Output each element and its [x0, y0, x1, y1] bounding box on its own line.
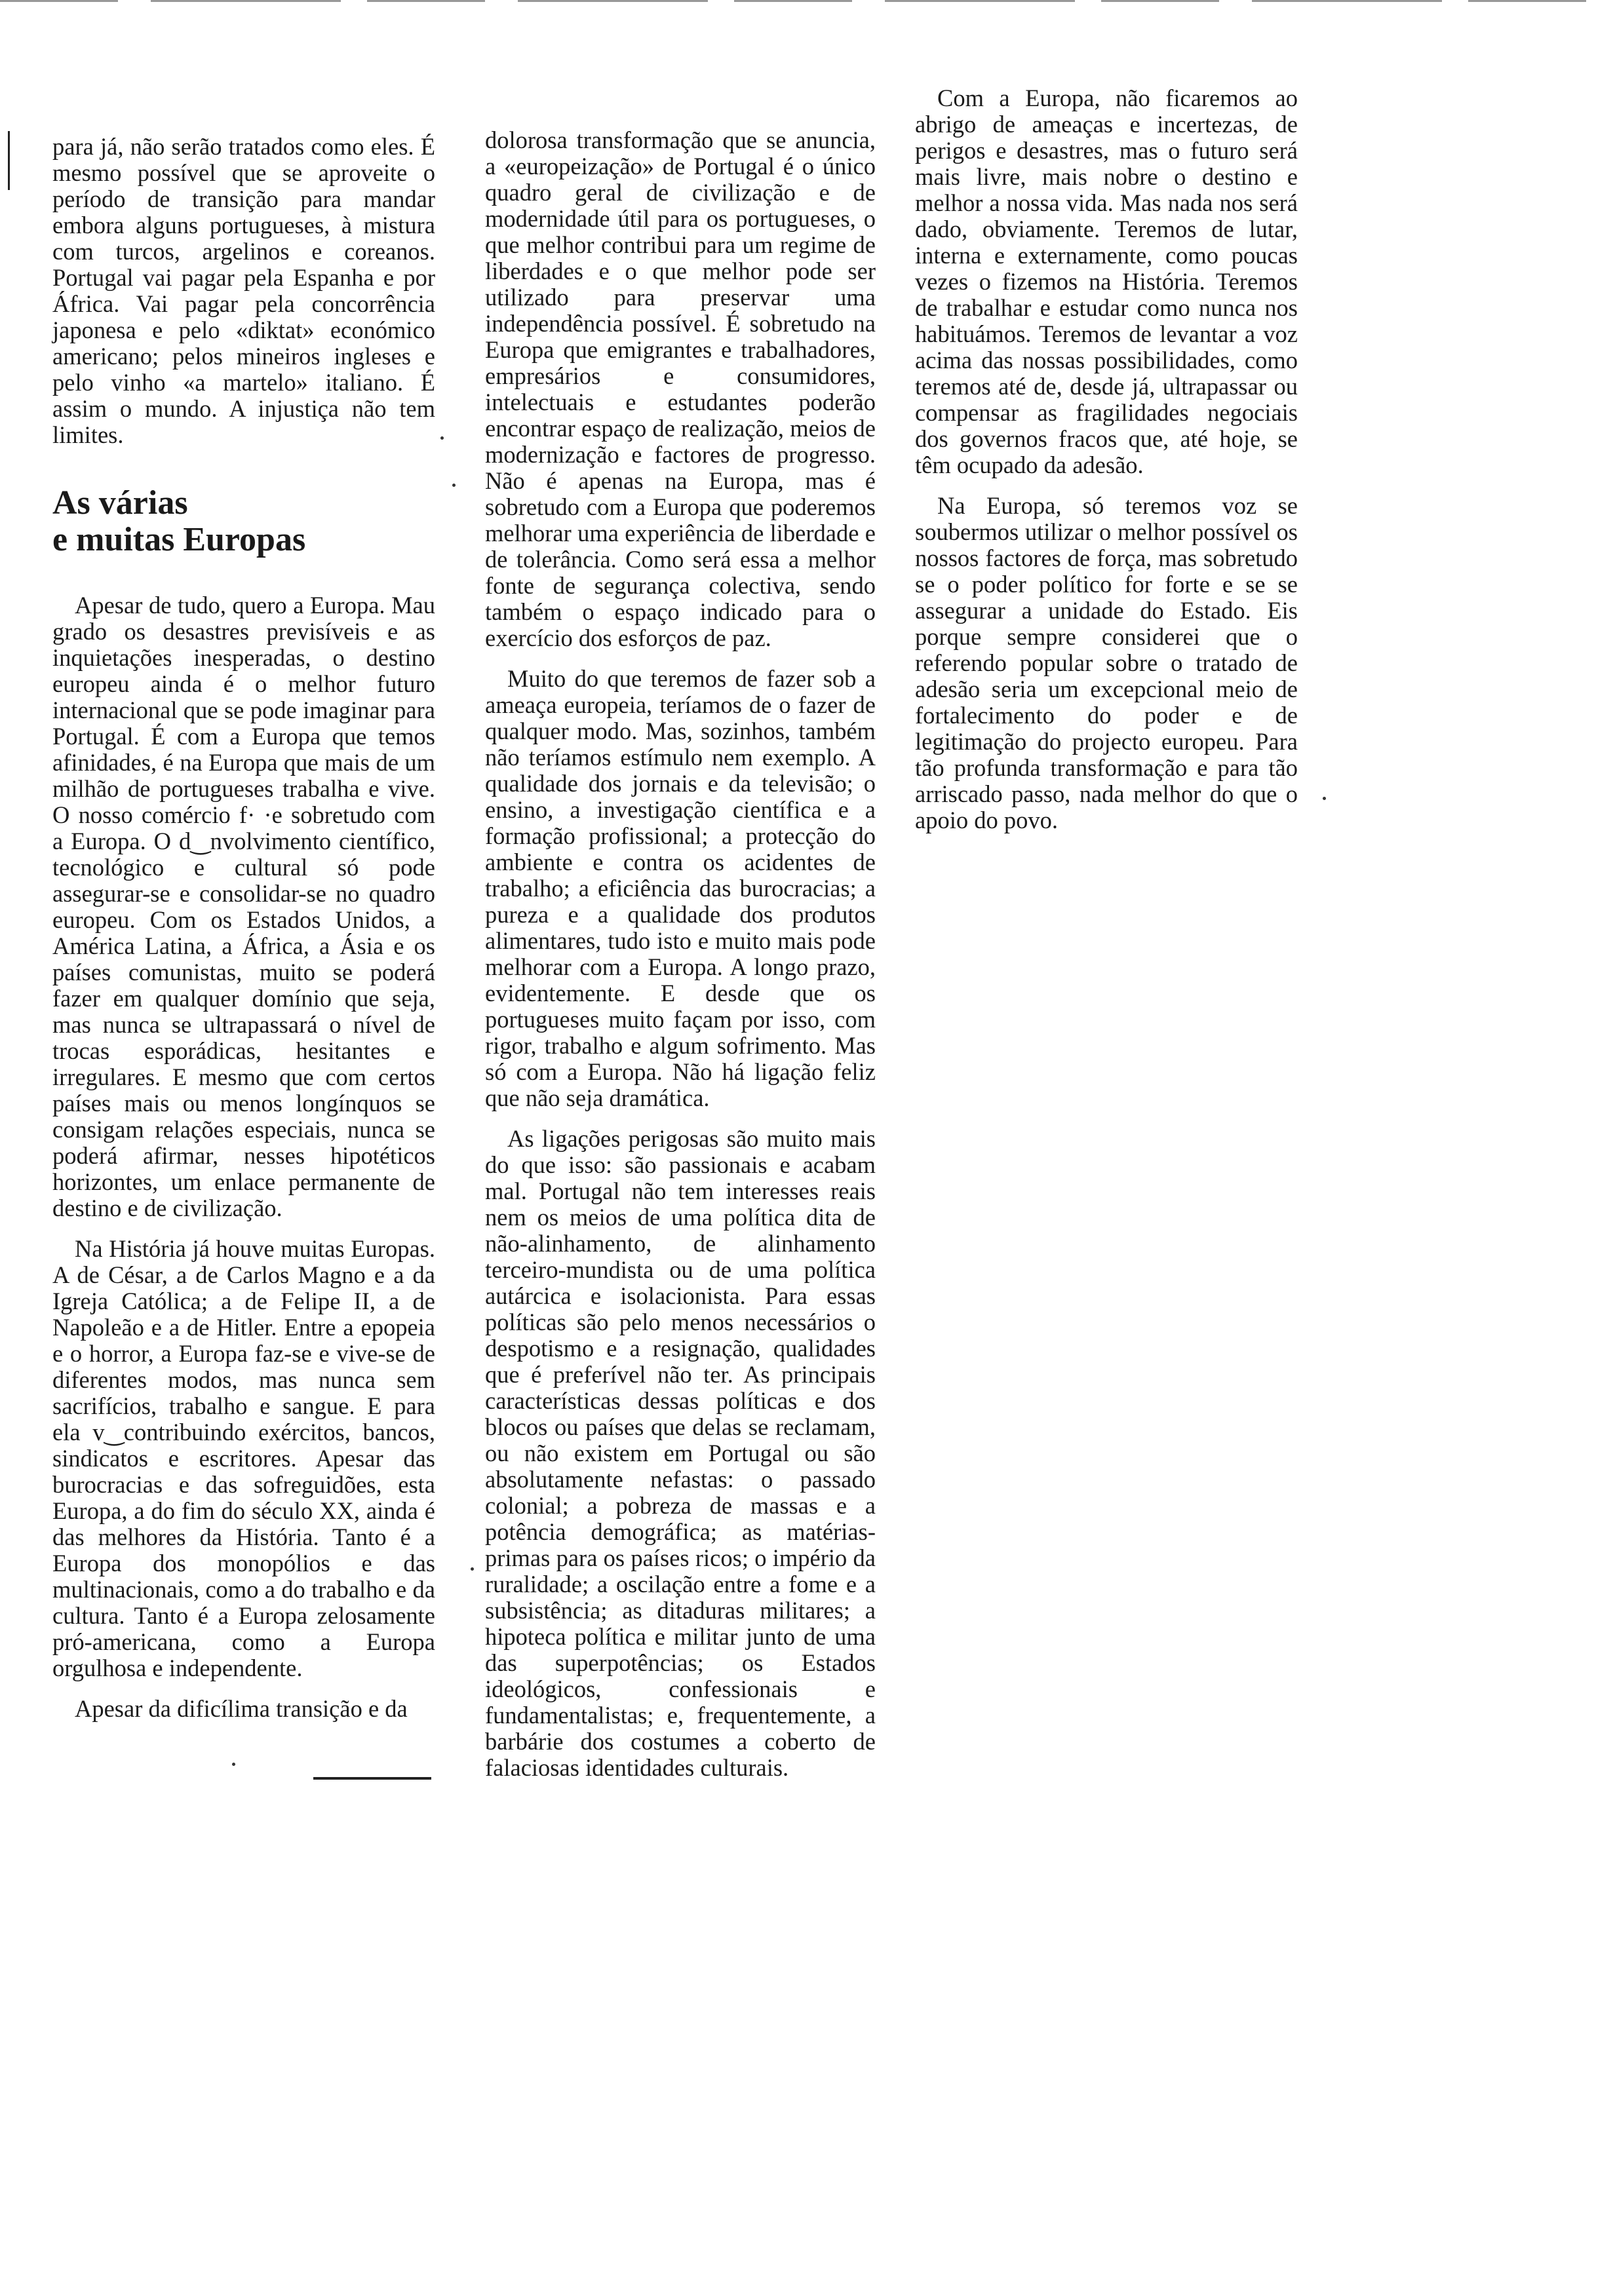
scan-speck [452, 484, 456, 487]
end-rule [313, 1777, 431, 1780]
paragraph: As ligações perigosas são muito mais do que isso: são passionais e acabam mal. Portugal não tem interesses reais nem os meios de uma política dita de não-alinhamento, de alinhamento terceiro-mundista ou de uma política autárcica e isolacionista. Para essas políticas são pelo menos necessários o despotismo e a resignação, qualidades que é preferível não ter. As principais características dessas políticas e dos blocos ou países que delas se reclamam, ou não existem em Portugal ou são absolutamente nefastas: o passado colonial; a pobreza de massas e a potência demográfica; as matérias-primas para os países ricos; o império da ruralidade; a oscilação entre a fome e a subsistência; as ditaduras militares; a hipoteca política e militar junto de uma das superpotências; os Estados ideológicos, confessionais e fundamentalistas; e, frequentemente, a barbárie dos costumes a coberto de falaciosas identidades culturais. [485, 1125, 876, 1781]
article-column-1 [52, 134, 435, 1722]
paragraph: Apesar da dificílima transição e da [75, 1695, 408, 1722]
paragraph: Muito do que teremos de fazer sob a ameaça europeia, teríamos de o fazer de qualquer modo. Mas, sozinhos, também não teríamos estímulo nem exemplo. A qualidade dos jornais e da televisão; o ensino, a investigação científica e a formação profissional; a protecção do ambiente e contra os acidentes de trabalho; a eficiência das burocracias; a pureza e a qualidade dos produtos alimentares, tudo isto e muito mais pode melhorar com a Europa. A longo prazo, evidentemente. E desde que os portugueses muito façam por isso, com rigor, trabalho e algum sofrimento. Mas só com a Europa. Não há ligação feliz que não seja dramática. [485, 665, 876, 1111]
paragraph: Com a Europa, não ficaremos ao abrigo de ameaças e incertezas, de perigos e desastres, mas o futuro será mais livre, mais nobre o destino e melhor a nossa vida. Mas nada nos será dado, obviamente. Teremos de lutar, interna e externamente, como poucas vezes o fizemos na História. Teremos de trabalhar e estudar como nunca nos habituámos. Teremos de levantar a voz acima das nossas possibilidades, como teremos até de, desde já, ultrapassar ou compensar as fragilidades negociais dos governos fracos que, até hoje, se têm ocupado da adesão. [915, 85, 1298, 478]
paragraph: Apesar de tudo, quero a Europa. Mau grado os desastres previsíveis e as inquietações inesperadas, o destino europeu ainda é o melhor futuro internacional que se pode imaginar para Portugal. É com a Europa que temos afinidades, é na Europa que mais de um milhão de portugueses trabalha e vive. O nosso comércio f· ·e sobretudo com a Europa. O d‿nvolvimento científico, tecnológico e cultural só pode assegurar-se e consolidar-se no quadro europeu. Com os Estados Unidos, a América Latina, a África, a Ásia e os países comunistas, muito se poderá fazer em qualquer domínio que seja, mas nunca se ultrapassará o nível de trocas esporádicas, hesitantes e irregulares. E mesmo que com certos países mais ou menos longínquos se consigam relações especiais, nunca se poderá afirmar, nesses hipotéticos horizontes, um enlace permanente de destino e de civilização. [52, 592, 435, 1221]
section-heading [52, 485, 435, 558]
margin-mark [8, 131, 10, 190]
paragraph: Na História já houve muitas Europas. A de César, a de Carlos Magno e a da Igreja Católica; a de Felipe II, a de Napoleão e a de Hitler. Entre a epopeia e o horror, a Europa faz-se e vive-se de diferentes modos, mas nunca sem sacrifícios, trabalho e sangue. E para ela v‿contribuindo exércitos, bancos, sindicatos e escritores. Apesar das burocracias e das sofreguidões, esta Europa, a do fim do século XX, ainda é das melhores da História. Tanto é a Europa dos monopólios e das multinacionais, como a do trabalho e da cultura. Tanto é a Europa zelosamente pró-americana, como a Europa orgulhosa e independente. [52, 1235, 435, 1681]
paragraph: para já, não serão tratados como eles. É mesmo possível que se aproveite o período de transição para mandar embora alguns portugueses, à mistura com turcos, argelinos e coreanos. Portugal vai pagar pela Espanha e por África. Vai pagar pela concorrência japonesa e pelo «diktat» económico americano; pelos mineiros ingleses e pelo vinho «a martelo» italiano. É assim o mundo. A injustiça não tem limites. [52, 133, 435, 448]
paragraph: dolorosa transformação que se anuncia, a «europeização» de Portugal é o único quadro geral de civilização e de modernidade útil para os portugueses, o que melhor contribui para um regime de liberdades e o que melhor pode ser utilizado para preservar uma independência possível. É sobretudo na Europa que emigrantes e trabalhadores, empresários e consumidores, intelectuais e estudantes poderão encontrar espaço de realização, meios de modernização e factores de progresso. Não é apenas na Europa, mas é sobretudo com a Europa que poderemos melhorar uma experiência de liberdade e de tolerância. Como será essa a melhor fonte de segurança colectiva, sendo também o espaço indicado para o exercício dos esforços de paz. [485, 126, 876, 651]
article-column-2 [485, 127, 876, 1781]
scan-speck [471, 1567, 474, 1571]
heading-line: As várias [52, 484, 188, 522]
heading-line: e muitas Europas [52, 521, 306, 558]
paragraph: Na Europa, só teremos voz se soubermos utilizar o melhor possível os nossos factores de força, mas sobretudo se o poder político for forte e se se assegurar a unidade do Estado. Eis porque sempre considerei que o referendo popular sobre o tratado de adesão seria um excepcional meio de fortalecimento do poder e de legitimação do projecto europeu. Para tão profunda transformação e para tão arriscado passo, nada melhor do que o apoio do povo. [915, 492, 1298, 833]
scan-speck [1323, 797, 1326, 800]
scan-speck [440, 436, 444, 440]
scan-speck [232, 1763, 235, 1766]
scan-top-border [0, 0, 1615, 2]
article-column-3 [915, 85, 1298, 833]
